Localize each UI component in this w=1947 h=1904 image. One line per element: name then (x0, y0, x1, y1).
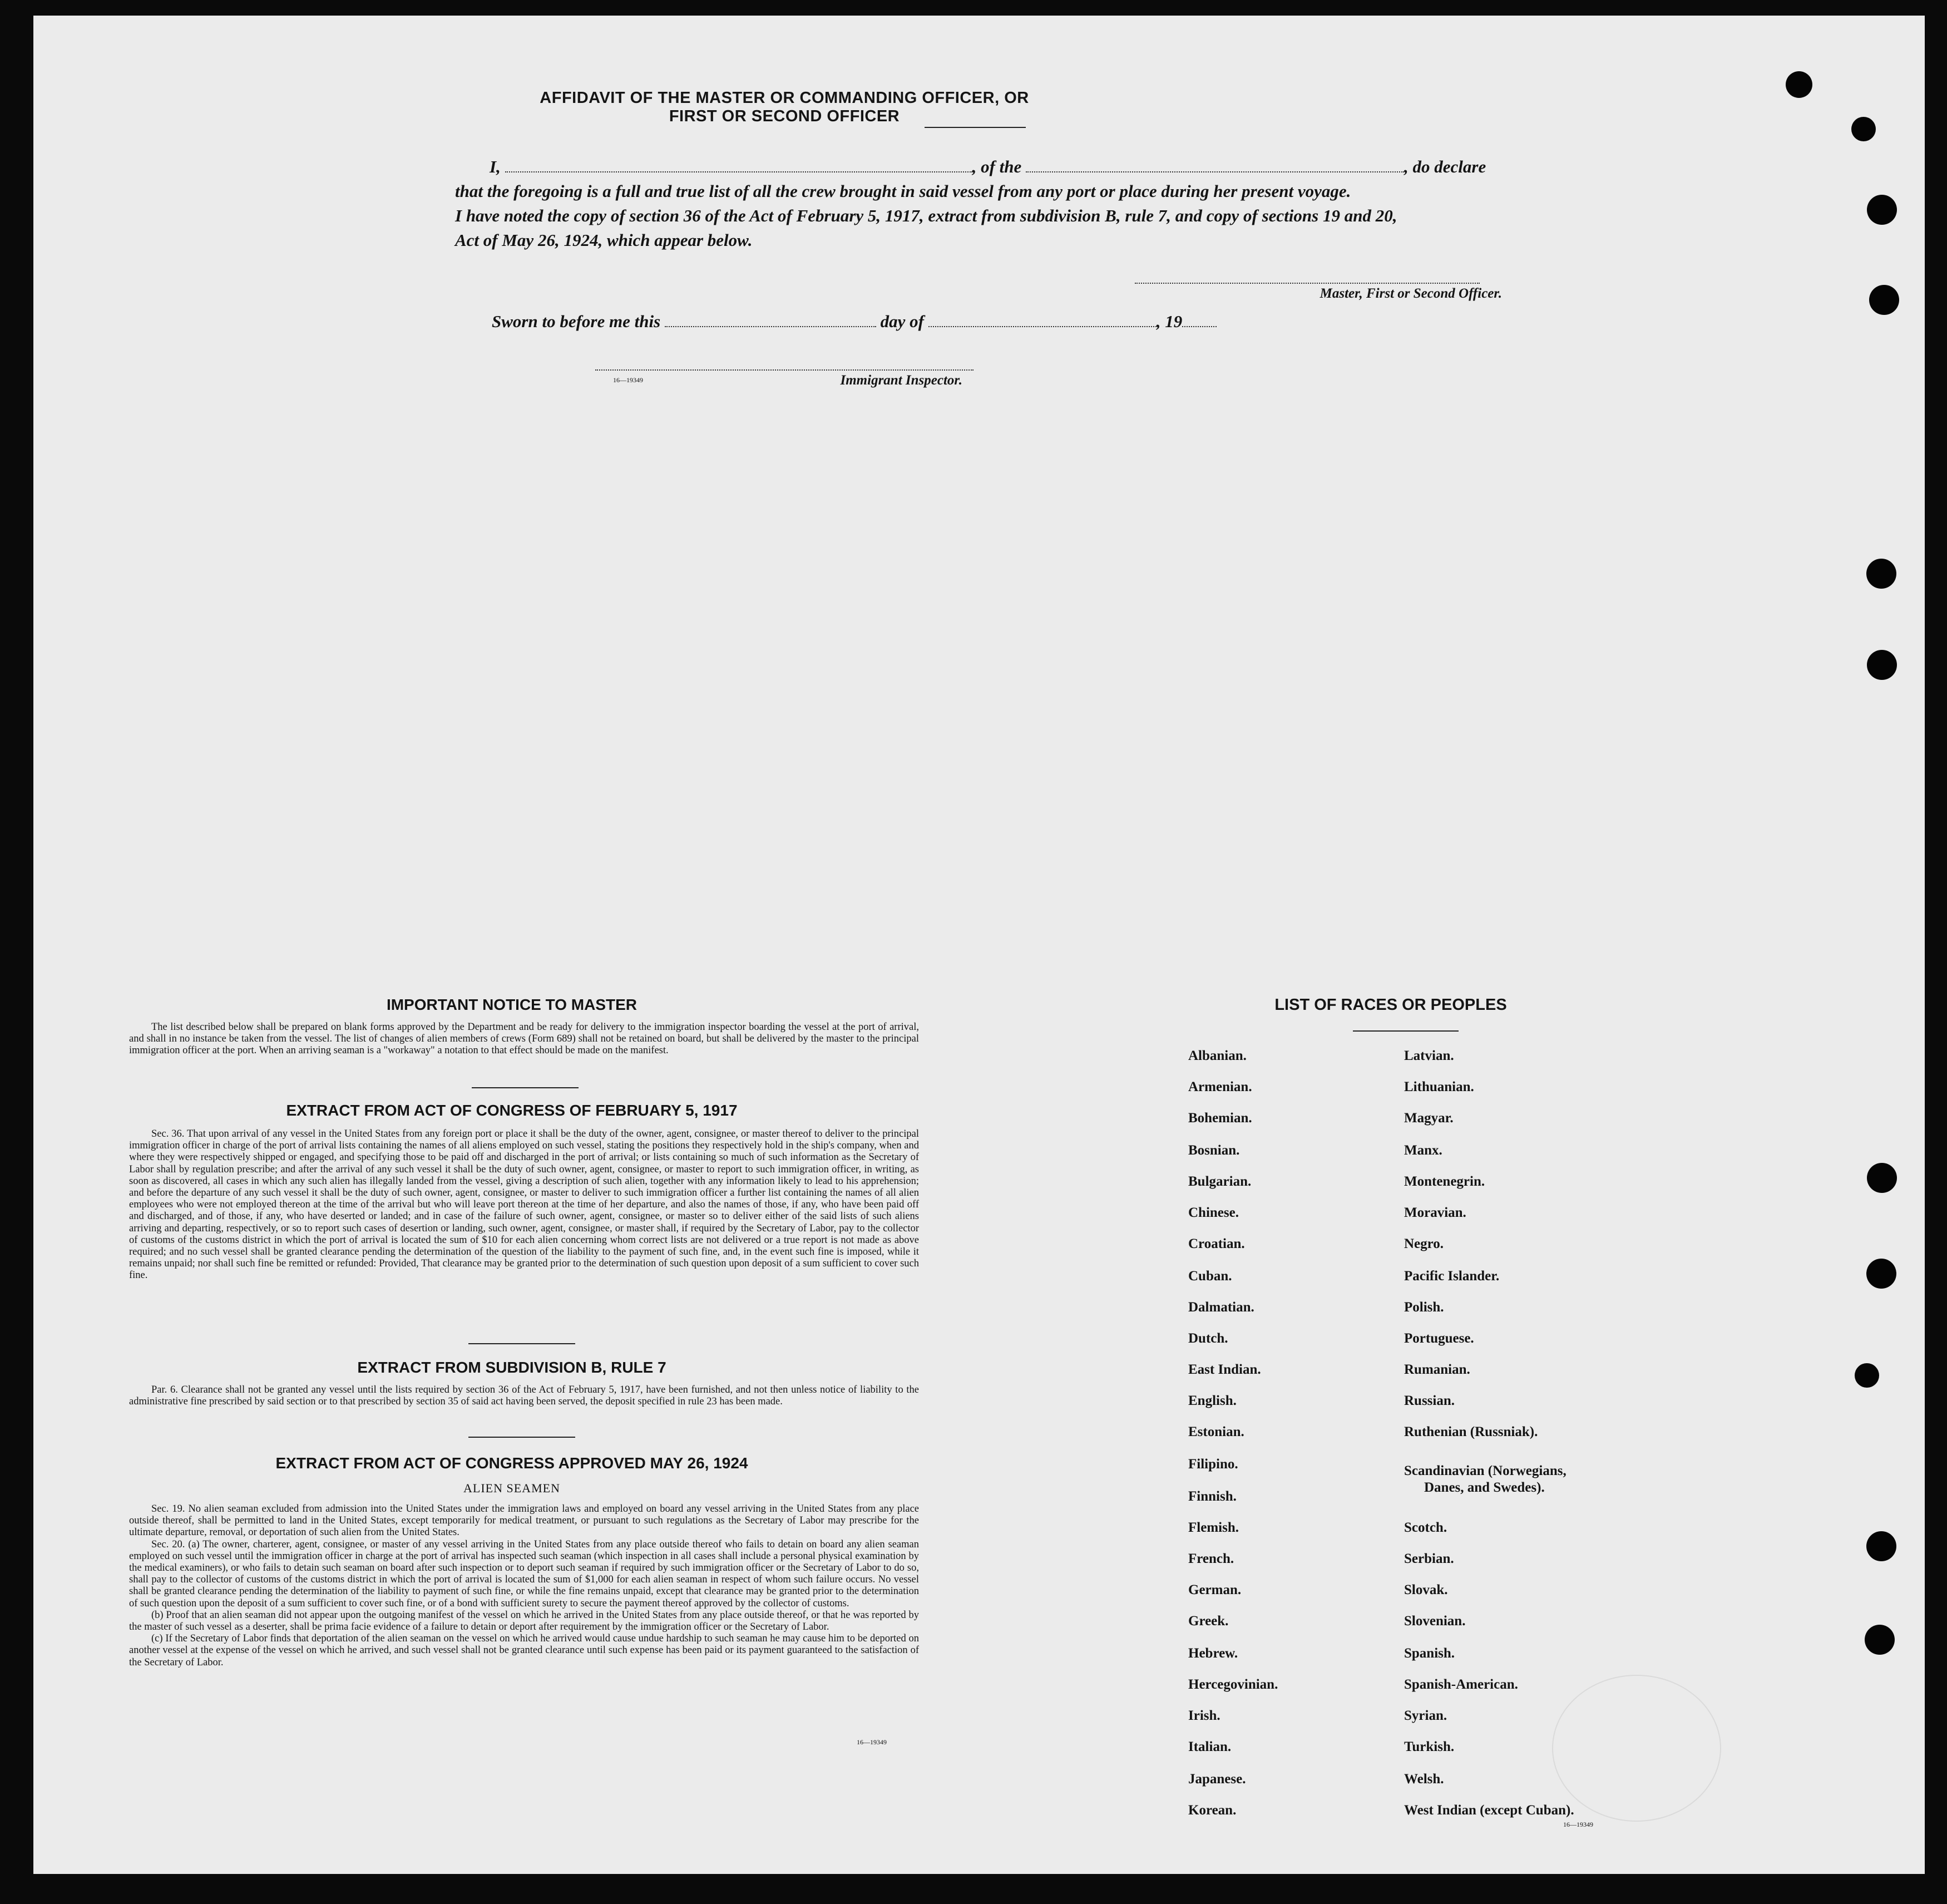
race-item: Bosnian. (1188, 1143, 1240, 1158)
punch-hole (1866, 559, 1896, 589)
race-item: Danes, and Swedes). (1424, 1480, 1545, 1495)
extract-rule7-text (129, 1384, 919, 1408)
master-signature-line[interactable] (1135, 283, 1480, 284)
race-item: Croatian. (1188, 1236, 1245, 1251)
punch-hole (1865, 1625, 1895, 1655)
race-item: Irish. (1188, 1708, 1220, 1723)
race-item: West Indian (except Cuban). (1404, 1803, 1574, 1818)
race-item: Scotch. (1404, 1520, 1447, 1535)
section-divider (468, 1343, 575, 1344)
day-of-label: day of (880, 312, 924, 331)
race-item: Cuban. (1188, 1269, 1232, 1284)
race-item: Italian. (1188, 1739, 1232, 1754)
race-item: Bohemian. (1188, 1111, 1252, 1126)
extract-1917-text (129, 1128, 919, 1282)
punch-hole (1855, 1363, 1879, 1388)
extract-1924-paragraph: (c) If the Secretary of Labor finds that deportation of the alien seaman on the vessel on which he arrived would cause undue hardship to such seaman he may cause him to be deported on another vessel at the expense of the vessel on which he arrived, and such vessel shall not be granted clearance until such expense has been paid or its payment guaranteed to the satisfaction of the Secretary of Labor. (129, 1633, 919, 1668)
sworn-label: Sworn to before me this (492, 312, 661, 331)
master-signature-label: Master, First or Second Officer. (1320, 286, 1502, 301)
notice-title: IMPORTANT NOTICE TO MASTER (386, 996, 638, 1013)
sworn-year-blank[interactable] (1182, 313, 1217, 327)
notice-paragraph: The list described below shall be prepared on blank forms approved by the Department and be ready for delivery to the immigration inspector boarding the vessel at the port of arrival, and shall in no instance be taken from the vessel. The list of changes of alien members of crews (Form 689) shall not be retained on board, but shall be delivered by the master to the principal immigration officer at the port. When an arriving seaman is a "workaway" a notation to that effect should be made on the manifest. (129, 1022, 919, 1057)
extract-1924-title: EXTRACT FROM ACT OF CONGRESS APPROVED MAY 26, 1924 (275, 1454, 748, 1472)
race-item: Syrian. (1404, 1708, 1447, 1723)
race-item: Korean. (1188, 1803, 1237, 1818)
race-item: Flemish. (1188, 1520, 1239, 1535)
race-item: Spanish. (1404, 1646, 1455, 1661)
affidavit-declaration-line (490, 157, 1513, 177)
affidavit-statement-line: I have noted the copy of section 36 of the Act of February 5, 1917, extract from subdivision B, rule 7, and copy of sections 19 and 20, (455, 206, 1397, 225)
affidavit-i-label: I, (490, 157, 501, 176)
extract-1924-text (129, 1503, 919, 1669)
race-item: Magyar. (1404, 1111, 1454, 1126)
extract-rule7-title: EXTRACT FROM SUBDIVISION B, RULE 7 (357, 1359, 666, 1376)
race-item: Rumanian. (1404, 1362, 1470, 1377)
form-number: 16—19349 (857, 1738, 887, 1746)
sworn-day-blank[interactable] (665, 313, 876, 327)
race-item: Hercegovinian. (1188, 1677, 1278, 1692)
inspector-signature-line[interactable] (595, 369, 974, 371)
race-item: Russian. (1404, 1393, 1455, 1408)
extract-1924-paragraph: Sec. 19. No alien seaman excluded from admission into the United States under the immigration laws and employed on board any vessel arriving in the United States from any place outside thereof, shall be permitted to land in the United States, except temporarily for medical treatment, or pursuant to such regulations as the Secretary of Labor may prescribe for the ultimate departure, removal, or deportation of such alien from the United States. (129, 1503, 919, 1538)
extract-1917-title: EXTRACT FROM ACT OF CONGRESS OF FEBRUARY 5, 1917 (286, 1102, 738, 1119)
form-number: 16—19349 (613, 376, 643, 384)
punch-hole (1786, 71, 1812, 98)
punch-hole (1851, 117, 1876, 141)
extract-rule7-paragraph: Par. 6. Clearance shall not be granted any vessel until the lists required by section 36 of the Act of February 5, 1917, have been furnished, and not then unless notice of liability to the administrative fine prescribed by said section or to that prescribed by section 35 of said act having been served, the deposit specified in rule 23 has been made. (129, 1384, 919, 1408)
race-item: Dutch. (1188, 1331, 1228, 1346)
race-item: Slovenian. (1404, 1614, 1466, 1629)
extract-1924-paragraph: Sec. 20. (a) The owner, charterer, agent, consignee, or master of any vessel arriving in the United States from any place outside thereof who fails to detain on board any alien seaman employed on such vessel until the immigration officer in charge at the port of arrival has inspected such seaman (which inspection in all cases shall include a personal physical examination by the medical examiners), or who fails to detain such seaman on board after such inspection or to deport such seaman if required by such immigration officer or the Secretary of Labor to do so, shall pay to the collector of customs of the customs district in which the port of arrival is located the sum of $1,000 for each alien seaman in respect of whom such failure occurs. No vessel shall be granted clearance pending the determination of the liability to payment of such fine, or while the fine remains unpaid, except that clearance may be granted prior to the determination of such question upon the deposit of a sum sufficient to cover such fine, or of a bond with sufficient surety to secure the payment thereof approved by the collector of customs. (129, 1538, 919, 1609)
race-item: Ruthenian (Russniak). (1404, 1424, 1538, 1439)
year-label: , 19 (1156, 312, 1183, 331)
section-divider (468, 1437, 575, 1438)
title-underline (925, 127, 1026, 128)
race-item: Portuguese. (1404, 1331, 1474, 1346)
race-item: Hebrew. (1188, 1646, 1238, 1661)
vessel-name-blank[interactable] (1026, 158, 1404, 172)
section-divider (472, 1087, 579, 1088)
race-item: French. (1188, 1551, 1234, 1566)
race-item: English. (1188, 1393, 1237, 1408)
do-declare-label: , do declare (1404, 157, 1486, 176)
race-item: East Indian. (1188, 1362, 1261, 1377)
title-underline (1353, 1030, 1459, 1032)
punch-hole (1867, 195, 1897, 225)
master-name-blank[interactable] (505, 158, 972, 172)
race-item: Welsh. (1404, 1772, 1444, 1787)
race-item: Japanese. (1188, 1772, 1246, 1787)
extract-1924-paragraph: (b) Proof that an alien seaman did not appear upon the outgoing manifest of the vessel on which he arrived in the United States from any place outside thereof, or that he was reported by the master of such vessel as a deserter, shall be prima facie evidence of a failure to detain or deport after requirement by the immigration officer or the Secretary of Labor. (129, 1609, 919, 1633)
race-item: Turkish. (1404, 1739, 1455, 1754)
notice-text (129, 1022, 919, 1057)
race-item: Filipino. (1188, 1457, 1238, 1472)
punch-hole (1866, 1531, 1896, 1561)
race-item: Scandinavian (Norwegians, (1404, 1463, 1567, 1478)
faint-seal-stamp (1552, 1675, 1721, 1822)
race-item: German. (1188, 1582, 1242, 1597)
inspector-signature-label: Immigrant Inspector. (840, 373, 962, 388)
punch-hole (1869, 285, 1899, 315)
extract-1924-subtitle: ALIEN SEAMEN (463, 1481, 560, 1495)
sworn-line (492, 312, 1271, 332)
race-item: Serbian. (1404, 1551, 1454, 1566)
race-item: Estonian. (1188, 1424, 1244, 1439)
race-item: Latvian. (1404, 1048, 1454, 1063)
race-item: Greek. (1188, 1614, 1229, 1629)
races-title: LIST OF RACES OR PEOPLES (1274, 996, 1507, 1014)
punch-hole (1867, 1163, 1897, 1193)
race-item: Moravian. (1404, 1205, 1466, 1220)
race-item: Chinese. (1188, 1205, 1239, 1220)
affidavit-title: AFFIDAVIT OF THE MASTER OR COMMANDING OFFICER, OR FIRST OR SECOND OFFICER (540, 89, 1029, 125)
sworn-month-blank[interactable] (928, 313, 1157, 327)
of-the-label: , of the (972, 157, 1022, 176)
affidavit-statement-line: that the foregoing is a full and true list of all the crew brought in said vessel from any port or place during her present voyage. (455, 181, 1351, 201)
punch-hole (1866, 1259, 1896, 1289)
race-item: Montenegrin. (1404, 1174, 1485, 1189)
race-item: Manx. (1404, 1143, 1442, 1158)
race-item: Bulgarian. (1188, 1174, 1252, 1189)
race-item: Albanian. (1188, 1048, 1247, 1063)
punch-hole (1867, 650, 1897, 680)
form-number: 16—19349 (1563, 1821, 1593, 1828)
race-item: Finnish. (1188, 1489, 1237, 1504)
race-item: Armenian. (1188, 1079, 1252, 1094)
race-item: Pacific Islander. (1404, 1269, 1500, 1284)
race-item: Spanish-American. (1404, 1677, 1518, 1692)
race-item: Lithuanian. (1404, 1079, 1474, 1094)
race-item: Slovak. (1404, 1582, 1448, 1597)
affidavit-statement-line: Act of May 26, 1924, which appear below. (455, 230, 753, 250)
race-item: Dalmatian. (1188, 1300, 1254, 1315)
race-item: Negro. (1404, 1236, 1444, 1251)
extract-1917-paragraph: Sec. 36. That upon arrival of any vessel in the United States from any foreign port or place it shall be the duty of the owner, agent, consignee, or master thereof to deliver to the principal immigration officer in charge of the port of arrival lists containing the names of all aliens employed on such vessel, stating the positions they respectively hold in the ship's company, when and where they were respectively shipped or engaged, and specifying those to be paid off and discharged in the port of arrival; or lists containing so much of such information as the Secretary of Labor shall by regulation prescribe; and after the arrival of any such vessel it shall be the duty of such owner, agent, consignee, or master to report to such immigration officer, in writing, as soon as discovered, all cases in which any such alien has illegally landed from the vessel, giving a description of such alien, together with any information likely to lead to his apprehension; and before the departure of any such vessel it shall be the duty of such owner, agent, consignee, or master to deliver to such immigration officer a further list containing the names of all alien employees who were not employed thereon at the time of the arrival but who will leave port thereon at the time of her departure, and also the names of those, if any, who have been paid off and discharged, and of those, if any, who have deserted or landed; and in case of the failure of such owner, agent, consignee, or master so to deliver either of the said lists of such aliens arriving and departing, respectively, or so to report such cases of desertion or landing, such owner, agent, consignee, or master shall, if required by the Secretary of Labor, pay to the collector of customs of the customs district in which the port of arrival is located the sum of $10 for each alien concerning whom correct lists are not delivered or a true report is not made as above required; and no such vessel shall be granted clearance pending the determination of the question of the liability to the payment of such fine, and, in the event such fine is imposed, while it remains unpaid; nor shall such fine be remitted or refunded: Provided, That clearance may be granted prior to the determination of such question upon deposit of a sum sufficient to cover such fine. (129, 1128, 919, 1281)
race-item: Polish. (1404, 1300, 1444, 1315)
